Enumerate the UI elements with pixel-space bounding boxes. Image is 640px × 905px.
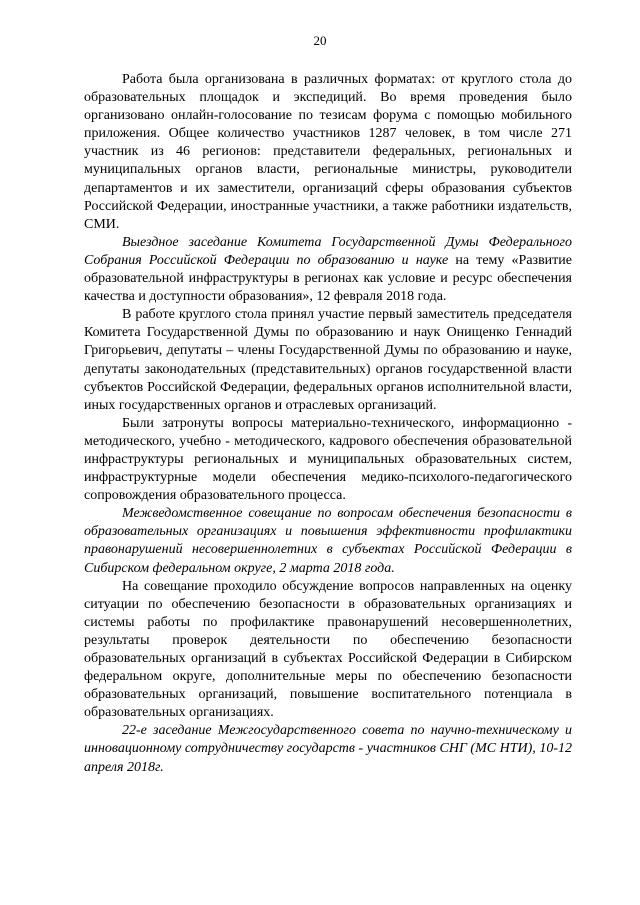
paragraph-meeting-discussion: На совещание проходило обсуждение вопросов направленных на оценку ситуации по обеспечению безопасности в образовательных организациях и системы работы по профилактике правонарушений несовершеннолетних, результаты проверок деятельности по обеспечению безопасности образовательных организаций в субъектах Российской Федерации в Сибирском федеральном округе, дополнительные меры по обеспечению безопасности образовательных организаций, повышение воспитательного потенциала в образовательных организациях. <box>84 578 572 721</box>
page-number: 20 <box>313 33 327 48</box>
document-body <box>84 71 572 777</box>
paragraph-interstate-council-heading: 22-е заседание Межгосударственного совета по научно-техническому и инновационному сотрудничеству государств - участников СНГ (МС НТИ), 10-12 апреля 2018г. <box>84 723 572 775</box>
committee-session-topic: на тему «Развитие образовательной инфраструктуры в регионах как условие и ресурс обеспечения качества и доступности образования», 12 февраля 2018 года. <box>84 252 573 305</box>
paragraph-interagency-meeting-heading: Межведомственное совещание по вопросам обеспечения безопасности в образовательных организациях и повышения эффективности профилактики правонарушений несовершеннолетних в субъектах Российской Федерации в Сибирском федеральном округе, 2 марта 2018 года. <box>84 506 572 576</box>
paragraph-round-table-participants: В работе круглого стола принял участие первый заместитель председателя Комитета Государственной Думы по образованию и наук Онищенко Геннадий Григорьевич, депутаты – члены Государственной Думы по образованию и науке, депутаты законодательных (представительных) органов государственной власти субъектов Российской Федерации, федеральных органов исполнительной власти, иных государственных органов и отраслевых организаций. <box>84 307 572 413</box>
paragraph-forum-format: Работа была организована в различных форматах: от круглого стола до образовательных площадок и экспедиций. Во время проведения было организовано онлайн-голосование по тезисам форума с помощью мобильного приложения. Общее количество участников 1287 человек, в том числе 271 участник из 46 регионов: представители федеральных, региональных и муниципальных органов власти, региональные министры, руководители департаментов и их заместители, организаций сферы образования субъектов Российской Федерации, иностранные участники, а также работники издательств, СМИ. <box>84 72 572 232</box>
paragraph-topics-discussed: Были затронуты вопросы материально-технического, информационно - методического, учебно - методического, кадрового обеспечения образовательной инфраструктуры региональных и муниципальных образовательных систем, инфраструктурные модели обеспечения медико-психолого-педагогического сопровождения образовательного процесса. <box>84 415 572 504</box>
committee-session-heading: Выездное заседание Комитета Государственной Думы Федерального Собрания Российской Федерации по образованию и науке <box>84 234 572 268</box>
paragraph-committee-session <box>84 234 572 306</box>
